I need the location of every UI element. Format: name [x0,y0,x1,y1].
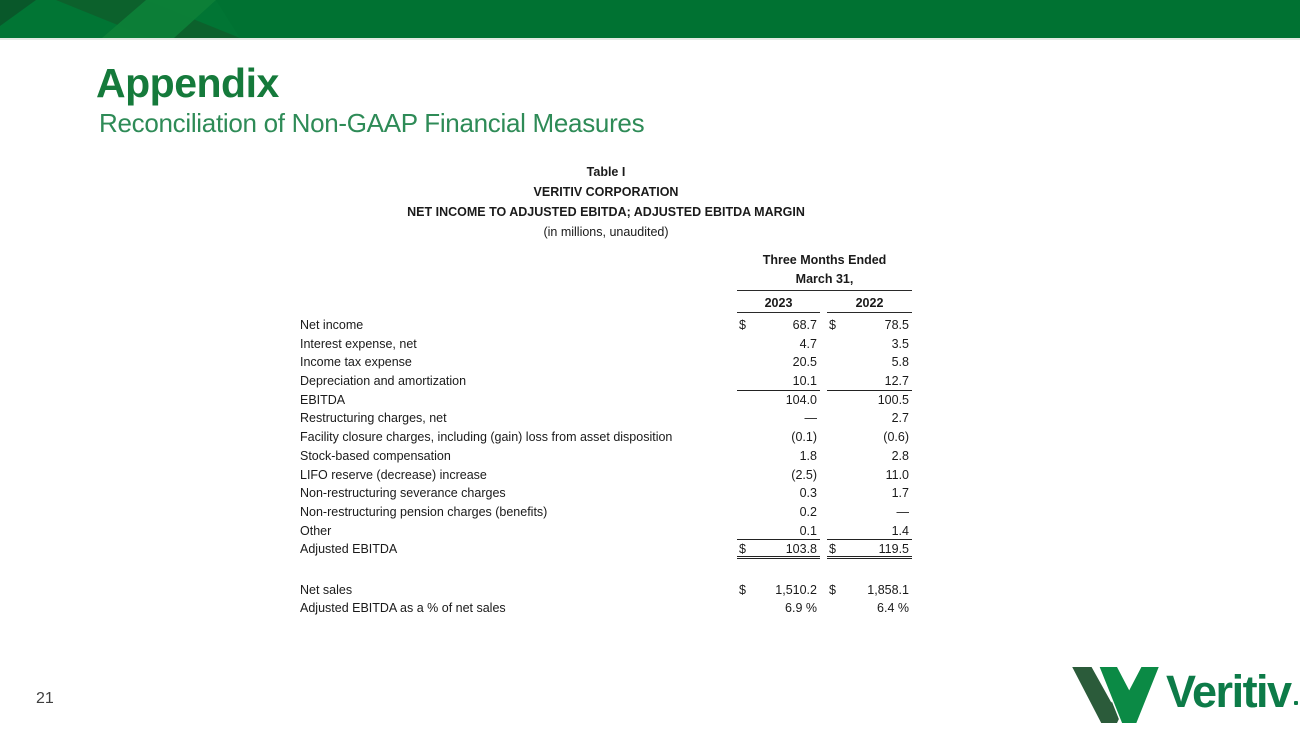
table-row [300,391,912,410]
row-label: LIFO reserve (decrease) increase [300,467,487,482]
veritiv-wordmark [1166,667,1298,717]
value-cell-2022 [827,581,912,600]
cell-value: 100.5 [877,392,909,407]
row-label: EBITDA [300,392,346,407]
table-row [300,466,912,485]
table-row [300,316,912,335]
header-banner [0,0,1300,40]
table-caption [300,162,912,242]
cell-value: 78.5 [884,318,909,332]
cell-value: 1.8 [799,448,817,463]
table-caption-line-4: (in millions, unaudited) [543,225,669,239]
row-label: Adjusted EBITDA as a % of net sales [300,601,506,616]
cell-value: 1.4 [891,523,909,538]
table-row [300,353,912,372]
value-cell-2022 [827,409,912,428]
value-cell-2022 [827,428,912,447]
table-row [300,447,912,466]
table-rows [300,316,912,618]
cell-value: 104.0 [785,392,817,407]
veritiv-logo-mark-icon [1072,667,1162,724]
table-caption-line-2: VERITIV CORPORATION [533,185,679,199]
year-header-row [737,295,912,313]
cell-value: 6.9 % [785,601,817,616]
dollar-sign: $ [829,542,836,557]
cell-value: (2.5) [791,467,817,482]
table-row [300,581,912,600]
cell-value: 4.7 [799,336,817,351]
row-label: Restructuring charges, net [300,411,447,426]
cell-value: 2.8 [891,448,909,463]
table-row [300,335,912,354]
value-cell-2022 [827,316,912,335]
cell-value: 68.7 [792,318,817,332]
table-caption-line-3: NET INCOME TO ADJUSTED EBITDA; ADJUSTED EBITDA MARGIN [407,205,805,219]
cell-value: (0.6) [883,430,909,445]
value-cell-2022 [827,372,912,391]
table-row [300,522,912,541]
value-cell-2023 [737,372,820,391]
cell-value: 3.5 [891,336,909,351]
cell-value: 0.1 [799,523,817,538]
row-label: Facility closure charges, including (gain) loss from asset disposition [300,430,673,445]
row-label: Income tax expense [300,355,412,370]
table-row [300,540,912,559]
col-group-line-1: Three Months Ended [762,253,887,267]
cell-value: 2.7 [891,411,909,426]
dollar-sign: $ [739,542,746,557]
value-cell-2022 [827,522,912,541]
value-cell-2022 [827,599,912,618]
row-label: Non-restructuring pension charges (benefits) [300,504,548,519]
value-cell-2023 [737,409,820,428]
table-row [300,372,912,391]
cell-value: 5.8 [891,355,909,370]
cell-value: 0.2 [799,504,817,519]
value-cell-2022 [827,540,912,559]
row-label: Adjusted EBITDA [300,542,398,557]
value-cell-2023 [737,484,820,503]
table-row [300,484,912,503]
value-cell-2022 [827,466,912,485]
cell-value: 12.7 [884,374,909,389]
trademark-dot [1294,701,1298,705]
table-row [300,599,912,618]
veritiv-wordmark-text: Veritiv [1166,666,1291,717]
cell-value: 1,858.1 [867,582,909,597]
row-label: Net sales [300,582,353,597]
value-cell-2023 [737,428,820,447]
value-cell-2022 [827,503,912,522]
veritiv-logo [1072,667,1298,724]
cell-value: 119.5 [878,542,909,557]
row-label: Other [300,523,332,538]
page-title: Appendix [96,60,279,106]
cell-value: 103.8 [785,542,817,557]
dollar-sign: $ [739,582,746,597]
banner-chevron-graphic [0,0,1300,38]
cell-value: (0.1) [791,430,817,445]
page-subtitle: Reconciliation of Non-GAAP Financial Measures [99,108,645,138]
value-cell-2022 [827,353,912,372]
table-caption-line-1: Table I [586,165,626,179]
row-label: Depreciation and amortization [300,374,467,389]
table-row [300,409,912,428]
cell-value: 6.4 % [877,601,909,616]
value-cell-2023 [737,599,820,618]
table-row [300,503,912,522]
cell-value: 0.3 [799,486,817,501]
value-cell-2023 [737,316,820,335]
value-cell-2022 [827,335,912,354]
cell-value: 20.5 [792,355,817,370]
column-header-2023: 2023 [737,295,820,313]
value-cell-2023 [737,447,820,466]
row-label: Stock-based compensation [300,448,451,463]
value-cell-2023 [737,581,820,600]
cell-value: 1,510.2 [775,582,817,597]
cell-value: — [804,411,817,426]
dollar-sign: $ [739,318,746,332]
value-cell-2023 [737,391,820,410]
value-cell-2023 [737,503,820,522]
col-group-line-2: March 31, [737,270,912,291]
cell-value: 1.7 [891,486,909,501]
value-cell-2022 [827,391,912,410]
column-header-2022: 2022 [827,295,912,313]
value-cell-2022 [827,484,912,503]
row-label: Net income [300,318,364,332]
cell-value: 10.1 [792,374,817,389]
value-cell-2022 [827,447,912,466]
table-column-headers [737,251,912,313]
value-cell-2023 [737,335,820,354]
value-cell-2023 [737,466,820,485]
row-label: Non-restructuring severance charges [300,486,506,501]
row-label: Interest expense, net [300,336,417,351]
table-row [300,428,912,447]
cell-value: 11.0 [885,467,909,482]
dollar-sign: $ [829,318,836,332]
page-number: 21 [36,690,54,707]
cell-value: — [896,504,909,519]
value-cell-2023 [737,353,820,372]
dollar-sign: $ [829,582,836,597]
table-row-spacer [300,559,912,581]
value-cell-2023 [737,540,820,559]
value-cell-2023 [737,522,820,541]
